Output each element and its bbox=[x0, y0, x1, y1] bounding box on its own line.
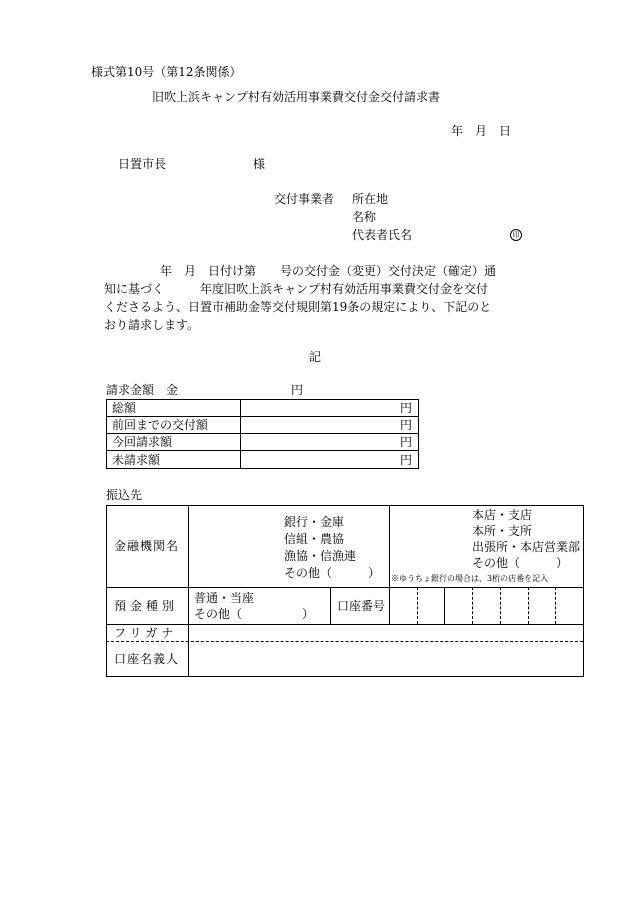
body-line-2: 知に基づく 年度旧吹上浜キャンプ村有効活用事業費交付金を交付 bbox=[104, 282, 489, 296]
applicant-name-label: 名称 bbox=[352, 210, 377, 224]
applicant-label: 交付事業者 bbox=[274, 192, 335, 206]
addressee-honorific: 様 bbox=[253, 157, 266, 171]
deposit-type-other: その他（ ） bbox=[194, 607, 315, 621]
institution-type-credit: 信組・農協 bbox=[284, 532, 345, 546]
applicant-address-label: 所在地 bbox=[352, 192, 389, 206]
institution-label: 金融機関名 bbox=[114, 539, 180, 553]
request-row-total-unit: 円 bbox=[400, 401, 413, 415]
furigana-label: フリガナ bbox=[114, 626, 178, 640]
request-amount-unit: 円 bbox=[291, 383, 304, 397]
request-row-current-label: 今回請求額 bbox=[112, 435, 173, 449]
branch-type-office: 本所・支所 bbox=[472, 524, 533, 538]
holder-label: 口座名義人 bbox=[114, 652, 180, 666]
bank-heading: 振込先 bbox=[106, 488, 143, 502]
request-row-previous-label: 前回までの交付額 bbox=[112, 418, 209, 432]
document-title: 旧吹上浜キャンプ村有効活用事業費交付金交付請求書 bbox=[152, 90, 441, 104]
account-number-label: 口座番号 bbox=[337, 599, 386, 613]
branch-type-other: その他（ ） bbox=[472, 556, 569, 570]
date-line: 年 月 日 bbox=[451, 124, 512, 138]
note-heading: 記 bbox=[309, 350, 322, 364]
body-line-1: 年 月 日付け第 号の交付金（変更）交付決定（確定）通 bbox=[160, 264, 497, 278]
branch-type-outpost: 出張所・本店営業部 bbox=[472, 540, 581, 554]
deposit-type-ordinary: 普通・当座 bbox=[194, 591, 255, 605]
applicant-representative-label: 代表者氏名 bbox=[352, 228, 413, 242]
body-line-4: おり請求します。 bbox=[104, 318, 200, 332]
addressee-name: 日置市長 bbox=[118, 157, 167, 171]
deposit-label: 預金種別 bbox=[114, 599, 179, 613]
request-row-total-label: 総額 bbox=[112, 401, 137, 415]
yucho-note: ※ゆうちょ銀行の場合は、3桁の店番を記入 bbox=[391, 574, 549, 583]
institution-type-bank: 銀行・金庫 bbox=[284, 515, 345, 529]
request-row-current-unit: 円 bbox=[400, 435, 413, 449]
seal-mark: 印 bbox=[510, 229, 522, 241]
branch-type-main: 本店・支店 bbox=[472, 508, 533, 522]
request-row-unclaimed-unit: 円 bbox=[400, 453, 413, 467]
body-line-3: くださるよう、日置市補助金等交付規則第19条の規定により、下記のと bbox=[104, 300, 492, 314]
form-number: 様式第10号（第12条関係） bbox=[91, 65, 242, 79]
request-row-previous-unit: 円 bbox=[400, 418, 413, 432]
request-amount-label: 請求金額 金 bbox=[106, 383, 179, 397]
request-row-unclaimed-label: 未請求額 bbox=[112, 453, 161, 467]
institution-type-fishery: 漁協・信漁連 bbox=[284, 549, 357, 563]
institution-type-other: その他（ ） bbox=[284, 566, 381, 580]
